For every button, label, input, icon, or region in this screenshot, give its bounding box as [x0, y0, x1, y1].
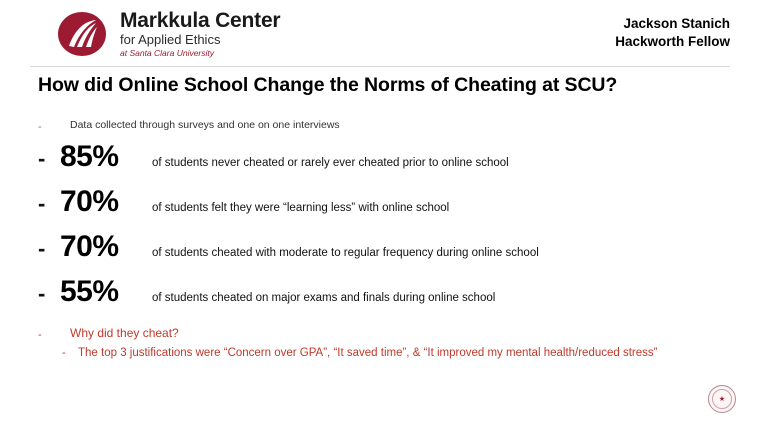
bullet-dash-icon: - [62, 347, 66, 359]
markkula-swoosh-icon [58, 10, 110, 58]
bullet-dash-icon: - [38, 236, 46, 261]
slide-header [0, 0, 760, 66]
slide-title: How did Online School Change the Norms of Cheating at SCU? [38, 74, 618, 96]
stat-description: of students felt they were “learning less” with online school [152, 202, 450, 214]
stat-row [38, 275, 760, 320]
sub-point-text: The top 3 justifications were “Concern over GPA”, “It saved time”, & “It improved my mental health/reduced stress” [78, 347, 658, 359]
logo-affiliation: at Santa Clara University [120, 47, 215, 58]
bullet-dash-icon: - [38, 191, 46, 216]
stat-percent: 85% [60, 140, 119, 173]
scu-seal-icon [708, 385, 736, 413]
presenter-name: Jackson Stanich [623, 16, 730, 31]
stat-description: of students cheated on major exams and finals during online school [152, 292, 496, 304]
stat-description: of students never cheated or rarely ever cheated prior to online school [152, 157, 509, 169]
bullet-dash-icon: - [38, 121, 42, 133]
slide-body [0, 118, 760, 359]
presenter-role: Hackworth Fellow [615, 34, 730, 50]
logo-subtitle: for Applied Ethics [120, 32, 221, 48]
question-row [38, 326, 760, 344]
intro-text: Data collected through surveys and one on one interviews [70, 119, 340, 131]
stat-percent: 70% [60, 185, 119, 218]
bullet-dash-icon: - [38, 329, 42, 341]
stat-row [38, 230, 760, 275]
bullet-dash-icon: - [38, 146, 46, 171]
intro-bullet-row [38, 118, 760, 140]
markkula-center-logo [58, 10, 280, 58]
logo-title: Markkula Center [120, 9, 281, 33]
logo-swoosh-shape [65, 17, 99, 51]
stat-percent: 70% [60, 230, 119, 263]
scu-seal-inner: ★ [712, 389, 732, 409]
stat-description: of students cheated with moderate to regular frequency during online school [152, 247, 539, 259]
question-text: Why did they cheat? [70, 326, 179, 340]
logo-wordmark [120, 10, 280, 58]
stat-row [38, 185, 760, 230]
bullet-dash-icon: - [38, 281, 46, 306]
presenter-block [615, 15, 730, 51]
header-divider [30, 66, 730, 67]
stat-row [38, 140, 760, 185]
stat-percent: 55% [60, 275, 119, 308]
